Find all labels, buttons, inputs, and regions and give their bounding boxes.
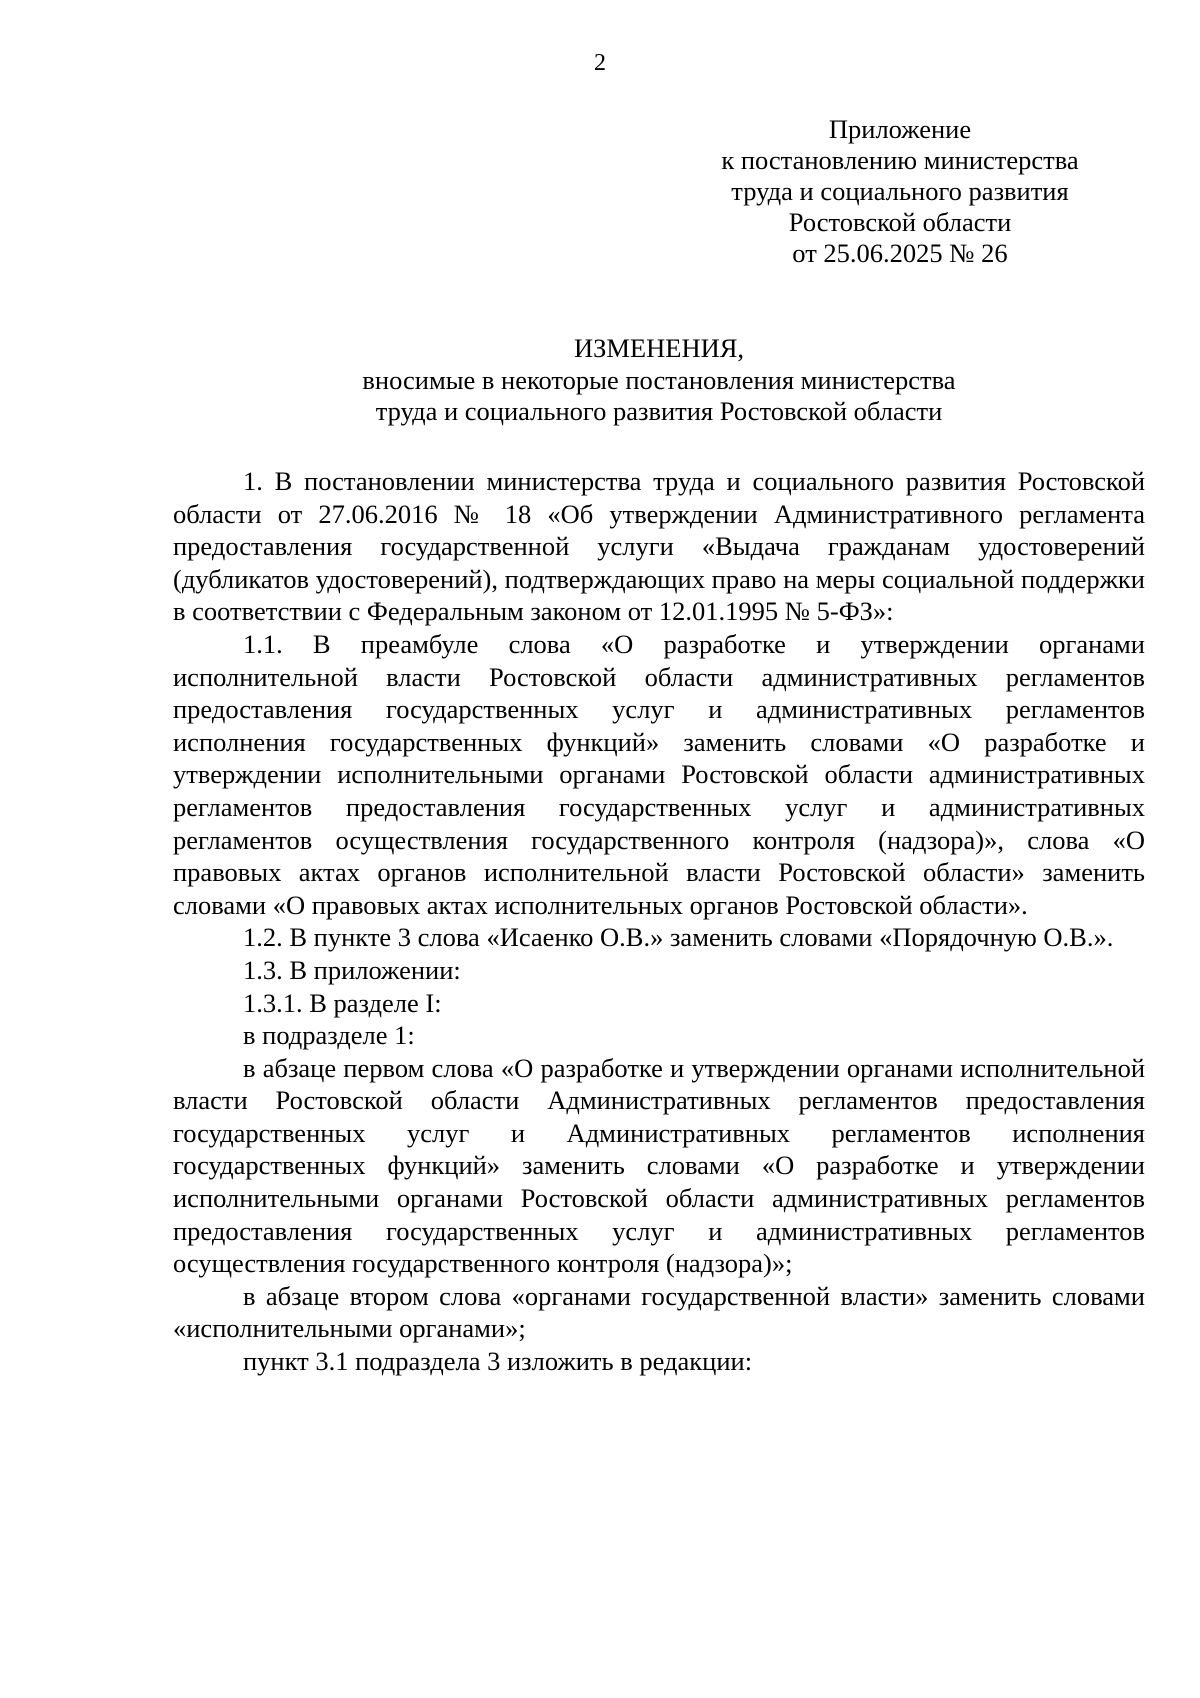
paragraph-second-abzac: в абзаце втором слова «органами государственной власти» заменить словами «исполнительными органами»;: [173, 1280, 1145, 1344]
heading-title: ИЗМЕНЕНИЯ,: [573, 333, 745, 363]
document-heading: [173, 333, 1145, 428]
page-number: 2: [594, 50, 606, 76]
paragraph-point-3-1: пункт 3.1 подраздела 3 изложить в редакции:: [243, 1346, 753, 1377]
paragraph-1-2: 1.2. В пункте 3 слова «Исаенко О.В.» заменить словами «Порядочную О.В.».: [243, 922, 1114, 953]
paragraph-1-3: 1.3. В приложении:: [243, 954, 461, 985]
paragraph-1: 1. В постановлении министерства труда и социального развития Ростовской области от 27.06.2016 № 18 «Об утверждении Административного регламента предоставления государственной услуги «Выдача гражданам удостоверений (дубликатов удостоверений), подтверждающих право на меры социальной поддержки в соответствии с Федеральным законом от 12.01.1995 № 5-ФЗ»:: [173, 466, 1145, 627]
appendix-line: к постановлению министерства: [721, 145, 1079, 175]
paragraph-1-1: 1.1. В преамбуле слова «О разработке и утверждении органами исполнительной власти Ростовской области административных регламентов предоставления государственных услуг и административных регламентов исполнения государственных функций» заменить словами «О разработке и утверждении исполнительными органами Ростовской области административных регламентов предоставления государственных услуг и административных регламентов осуществления государственного контроля (надзора)», слова «О правовых актах органов исполнительной власти Ростовской области» заменить словами «О правовых актах исполнительных органов Ростовской области».: [173, 628, 1145, 920]
appendix-title: Приложение: [828, 114, 972, 144]
paragraph-subsection-1: в подразделе 1:: [243, 1020, 415, 1051]
document-body: [173, 465, 1145, 1378]
heading-subtitle: вносимые в некоторые постановления министерства: [362, 364, 956, 395]
appendix-line: Ростовской области: [788, 207, 1012, 237]
appendix-date-number: от 25.06.2025 № 26: [792, 238, 1008, 268]
appendix-line: труда и социального развития: [731, 176, 1069, 206]
paragraph-1-3-1: 1.3.1. В разделе I:: [243, 987, 442, 1018]
appendix-block: [680, 114, 1120, 269]
heading-subtitle: труда и социального развития Ростовской области: [375, 396, 943, 426]
paragraph-first-abzac: в абзаце первом слова «О разработке и утверждении органами исполнительной власти Ростовской области Административных регламентов предоставления государственных услуг и Административных регламентов исполнения государственных функций» заменить словами «О разработке и утверждении исполнительными органами Ростовской области административных регламентов предоставления государственных услуг и административных регламентов осуществления государственного контроля (надзора)»;: [173, 1052, 1145, 1279]
